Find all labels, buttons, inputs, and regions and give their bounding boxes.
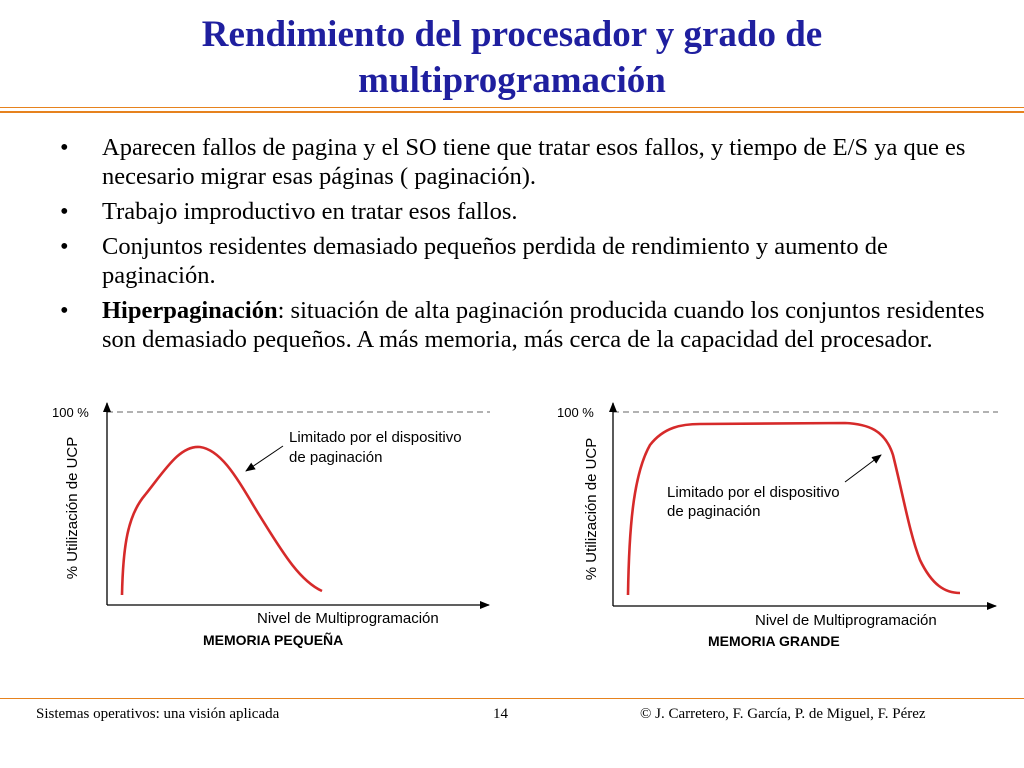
annotation-line1: Limitado por el dispositivo bbox=[289, 429, 462, 446]
bullet-item bbox=[60, 232, 990, 290]
bullet-bold-term: Hiperpaginación bbox=[102, 297, 278, 324]
x-axis-label: Nivel de Multiprogramación bbox=[755, 612, 937, 629]
bullet-dot: • bbox=[60, 297, 69, 324]
bullet-dot: • bbox=[60, 198, 69, 225]
bullet-dot: • bbox=[60, 134, 69, 161]
annotation-line2: de paginación bbox=[289, 449, 383, 466]
bullet-item bbox=[60, 197, 990, 226]
title-divider-thick bbox=[0, 111, 1024, 113]
cpu-utilization-curve bbox=[122, 447, 322, 595]
slide-title-line2: multiprogramación bbox=[358, 60, 666, 101]
bullet-dot: • bbox=[60, 233, 69, 260]
x-axis-label: Nivel de Multiprogramación bbox=[257, 610, 439, 627]
title-divider-thin bbox=[0, 107, 1024, 108]
slide-title-line1: Rendimiento del procesador y grado de bbox=[201, 14, 823, 55]
diagrams bbox=[0, 395, 1024, 665]
annotation-line1: Limitado por el dispositivo bbox=[667, 484, 840, 501]
footer-book-title: Sistemas operativos: una visión aplicada bbox=[36, 706, 280, 722]
annotation-arrow bbox=[246, 446, 283, 471]
annotation-line2: de paginación bbox=[667, 503, 761, 520]
diagram-caption: MEMORIA GRANDE bbox=[708, 633, 840, 649]
slide-title bbox=[0, 12, 1024, 104]
footer-divider bbox=[0, 698, 1024, 699]
max-label: 100 % bbox=[557, 405, 594, 420]
bullet-list bbox=[60, 133, 990, 360]
diagram-caption: MEMORIA PEQUEÑA bbox=[203, 632, 344, 648]
bullet-text: Aparecen fallos de pagina y el SO tiene que tratar esos fallos, y tiempo de E/S ya que es necesario migrar esas páginas ( paginación). bbox=[102, 134, 966, 190]
y-axis-label: % Utilización de UCP bbox=[64, 436, 81, 580]
annotation-arrow bbox=[845, 455, 881, 482]
bullet-text: : situación de alta paginación producida cuando los conjuntos residentes son demasiado pequeños. A más memoria, más cerca de la capacidad del procesador. bbox=[102, 297, 985, 353]
y-axis-label: % Utilización de UCP bbox=[583, 437, 600, 581]
footer-authors: © J. Carretero, F. García, P. de Miguel, F. Pérez bbox=[640, 706, 926, 722]
diagram-small-memory bbox=[52, 403, 490, 648]
bullet-item bbox=[60, 296, 990, 354]
bullet-text: Conjuntos residentes demasiado pequeños perdida de rendimiento y aumento de paginación. bbox=[102, 233, 888, 289]
max-label: 100 % bbox=[52, 405, 89, 420]
bullet-item bbox=[60, 133, 990, 191]
bullet-text: Trabajo improductivo en tratar esos fallos. bbox=[102, 198, 518, 225]
footer-page-number: 14 bbox=[493, 706, 508, 722]
diagram-large-memory bbox=[557, 403, 998, 649]
